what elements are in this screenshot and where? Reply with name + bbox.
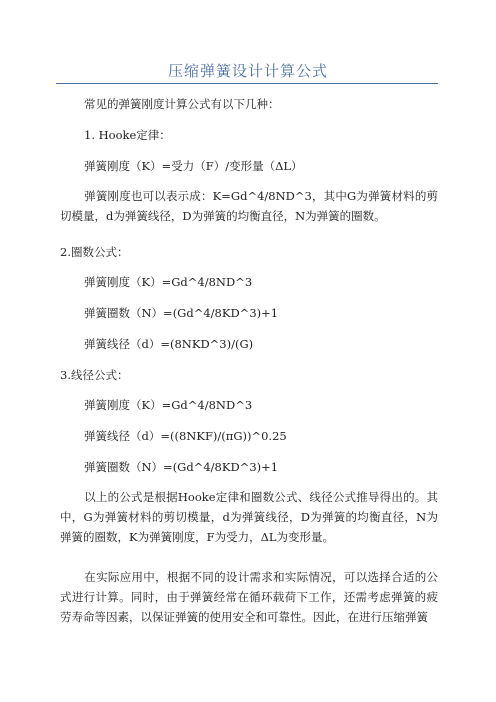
application-paragraph bbox=[60, 567, 438, 627]
summary-text: 以上的公式是根据Hooke定律和圈数公式、线径公式推导得出的。其中，G为弹簧材料的剪切模量，d为弹簧线径，D为弹簧的均衡直径，N为弹簧的圈数，K为弹簧刚度，F为受力，ΔL为变形量。 bbox=[60, 490, 438, 544]
hooke-formula: 弹簧刚度（K）=受力（F）/变形量（ΔL） bbox=[84, 159, 303, 173]
application-text: 在实际应用中，根据不同的设计需求和实际情况，可以选择合适的公式进行计算。同时，由于弹簧经常在循环载荷下工作，还需考虑弹簧的疲劳寿命等因素，以保证弹簧的使用安全和可靠性。因此，在进行压缩弹簧 bbox=[60, 570, 438, 624]
hooke-explanation-text: 弹簧刚度也可以表示成：K=Gd^4/8ND^3，其中G为弹簧材料的剪切模量，d为弹簧线径，D为弹簧的均衡直径，N为弹簧的圈数。 bbox=[60, 189, 438, 223]
section-3-heading: 3.线径公式： bbox=[60, 368, 129, 382]
summary-paragraph bbox=[60, 487, 438, 547]
wire-formula-stiffness: 弹簧刚度（K）=Gd^4/8ND^3 bbox=[84, 398, 253, 412]
title-underline bbox=[56, 83, 438, 84]
section-1-heading: 1. Hooke定律： bbox=[84, 128, 171, 142]
coil-formula-turns: 弹簧圈数（N）=(Gd^4/8KD^3)+1 bbox=[84, 306, 279, 320]
document-title: 压缩弹簧设计计算公式 bbox=[167, 62, 328, 80]
coil-formula-stiffness: 弹簧刚度（K）=Gd^4/8ND^3 bbox=[84, 275, 253, 289]
hooke-explanation bbox=[60, 186, 438, 226]
intro-text: 常见的弹簧刚度计算公式有以下几种： bbox=[84, 97, 280, 111]
section-2-heading: 2.圈数公式： bbox=[60, 245, 129, 259]
coil-formula-wire: 弹簧线径（d）=(8NKD^3)/(G) bbox=[84, 337, 254, 351]
wire-formula-turns: 弹簧圈数（N）=(Gd^4/8KD^3)+1 bbox=[84, 460, 279, 474]
wire-formula-diameter: 弹簧线径（d）=((8NKF)/(πG))^0.25 bbox=[84, 429, 287, 443]
